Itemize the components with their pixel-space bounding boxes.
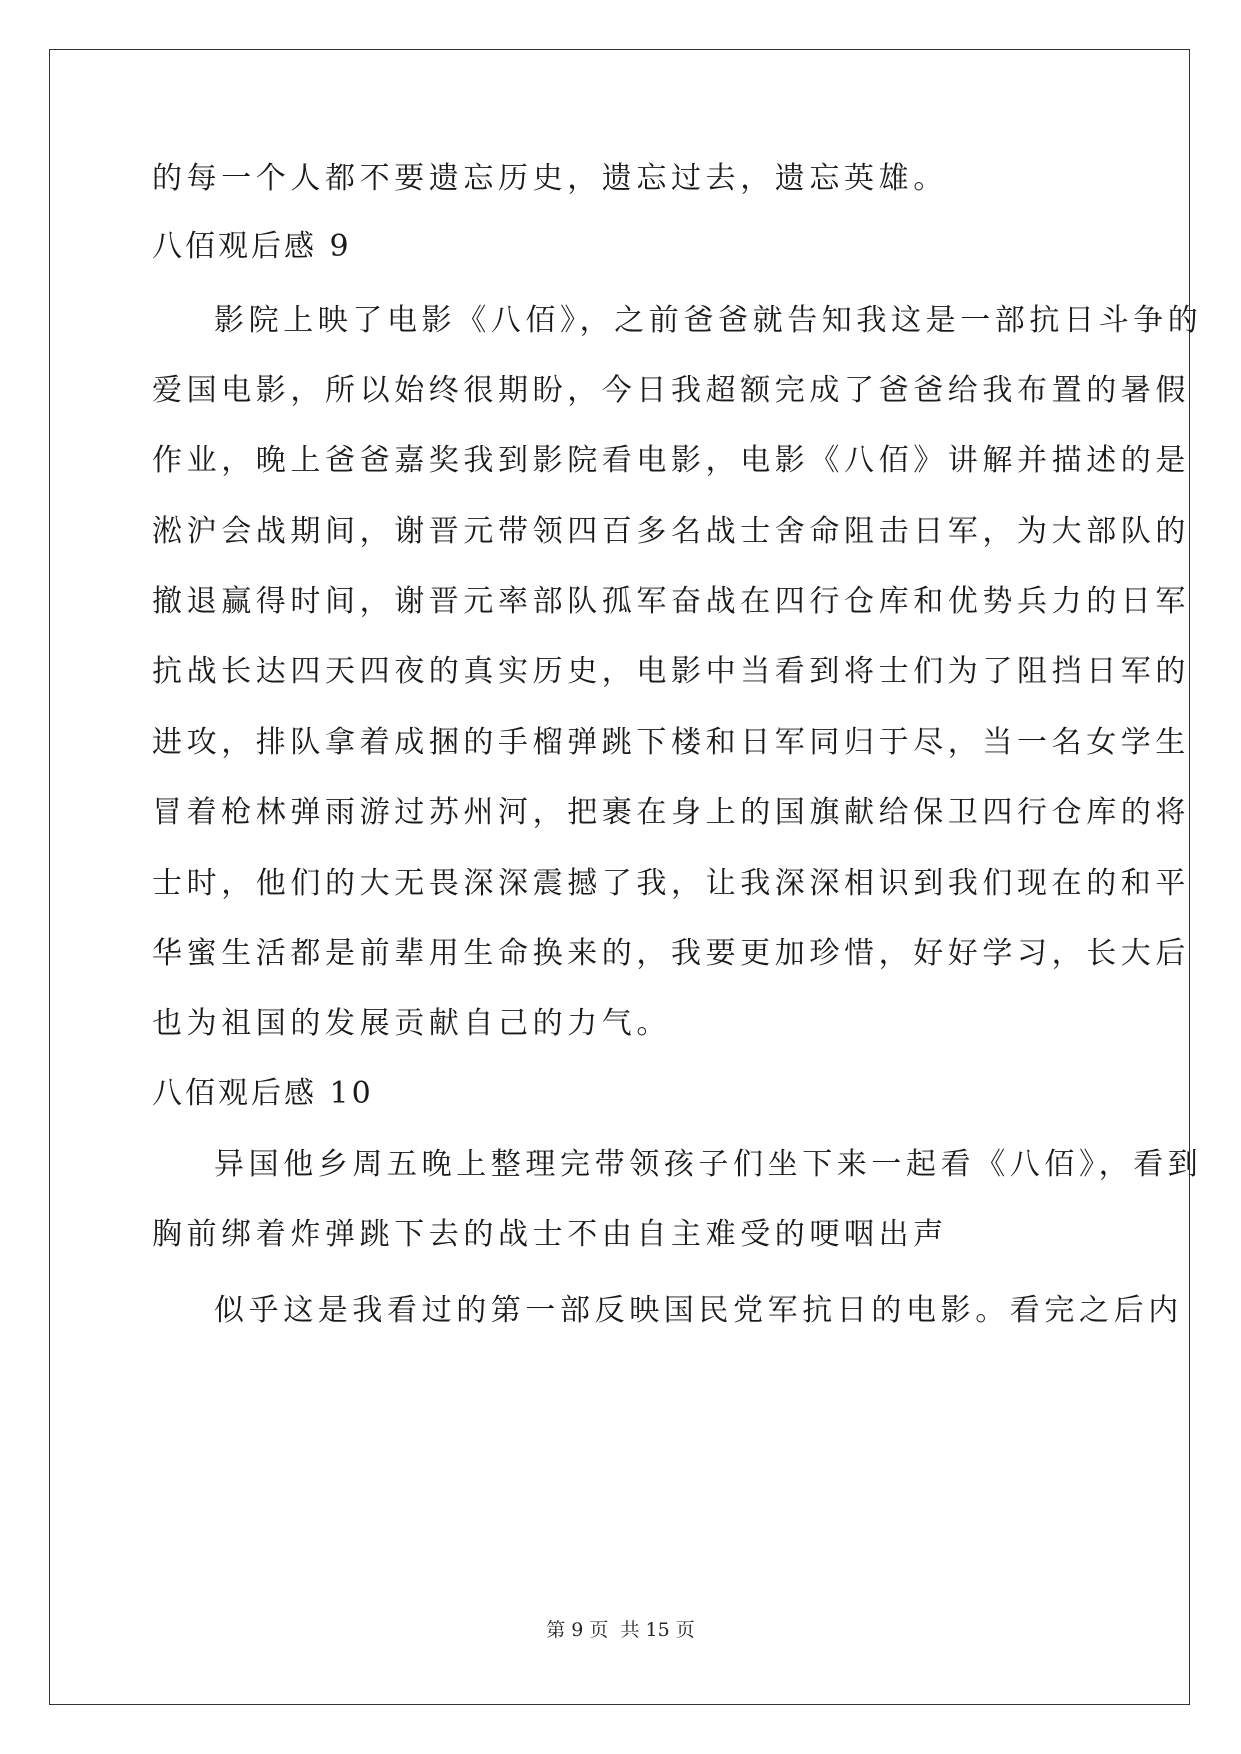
paragraph-first-line: 影院上映了电影《八佰》，之前爸爸就告知我这是一部抗日斗争的: [214, 303, 1203, 338]
paragraph-first-line: 异国他乡周五晚上整理完带领孩子们坐下来一起看《八佰》，看到: [214, 1147, 1203, 1182]
page-footer: [0, 1618, 1241, 1642]
body-line: 华蜜生活都是前辈用生命换来的，我要更加珍惜，好好学习，长大后: [152, 936, 1190, 971]
body-line: 胸前绑着炸弹跳下去的战士不由自主难受的哽咽出声: [152, 1217, 948, 1252]
body-line: 也为祖国的发展贡献自己的力气。: [152, 1006, 671, 1041]
body-line: 进攻，排队拿着成捆的手榴弹跳下楼和日军同归于尽，当一名女学生: [152, 725, 1190, 760]
body-line: 冒着枪林弹雨游过苏州河，把裹在身上的国旗献给保卫四行仓库的将: [152, 795, 1190, 830]
body-line: 淞沪会战期间，谢晋元带领四百多名战士舍命阻击日军，为大部队的: [152, 514, 1190, 549]
section-heading: 八佰观后感 10: [152, 1076, 374, 1111]
body-line: 作业，晚上爸爸嘉奖我到影院看电影，电影《八佰》讲解并描述的是: [152, 443, 1190, 478]
body-line: 的每一个人都不要遗忘历史，遗忘过去，遗忘英雄。: [152, 161, 948, 196]
section-heading: 八佰观后感 9: [152, 229, 352, 264]
page-number: 第 9 页: [546, 1619, 609, 1641]
body-line: 抗战长达四天四夜的真实历史，电影中当看到将士们为了阻挡日军的: [152, 654, 1190, 689]
page-total: 共 15 页: [620, 1619, 695, 1641]
paragraph-first-line: 似乎这是我看过的第一部反映国民党军抗日的电影。看完之后内: [214, 1293, 1183, 1328]
body-line: 爱国电影，所以始终很期盼，今日我超额完成了爸爸给我布置的暑假: [152, 373, 1190, 408]
body-line: 撤退赢得时间，谢晋元率部队孤军奋战在四行仓库和优势兵力的日军: [152, 584, 1190, 619]
body-line: 士时，他们的大无畏深深震撼了我，让我深深相识到我们现在的和平: [152, 866, 1190, 901]
